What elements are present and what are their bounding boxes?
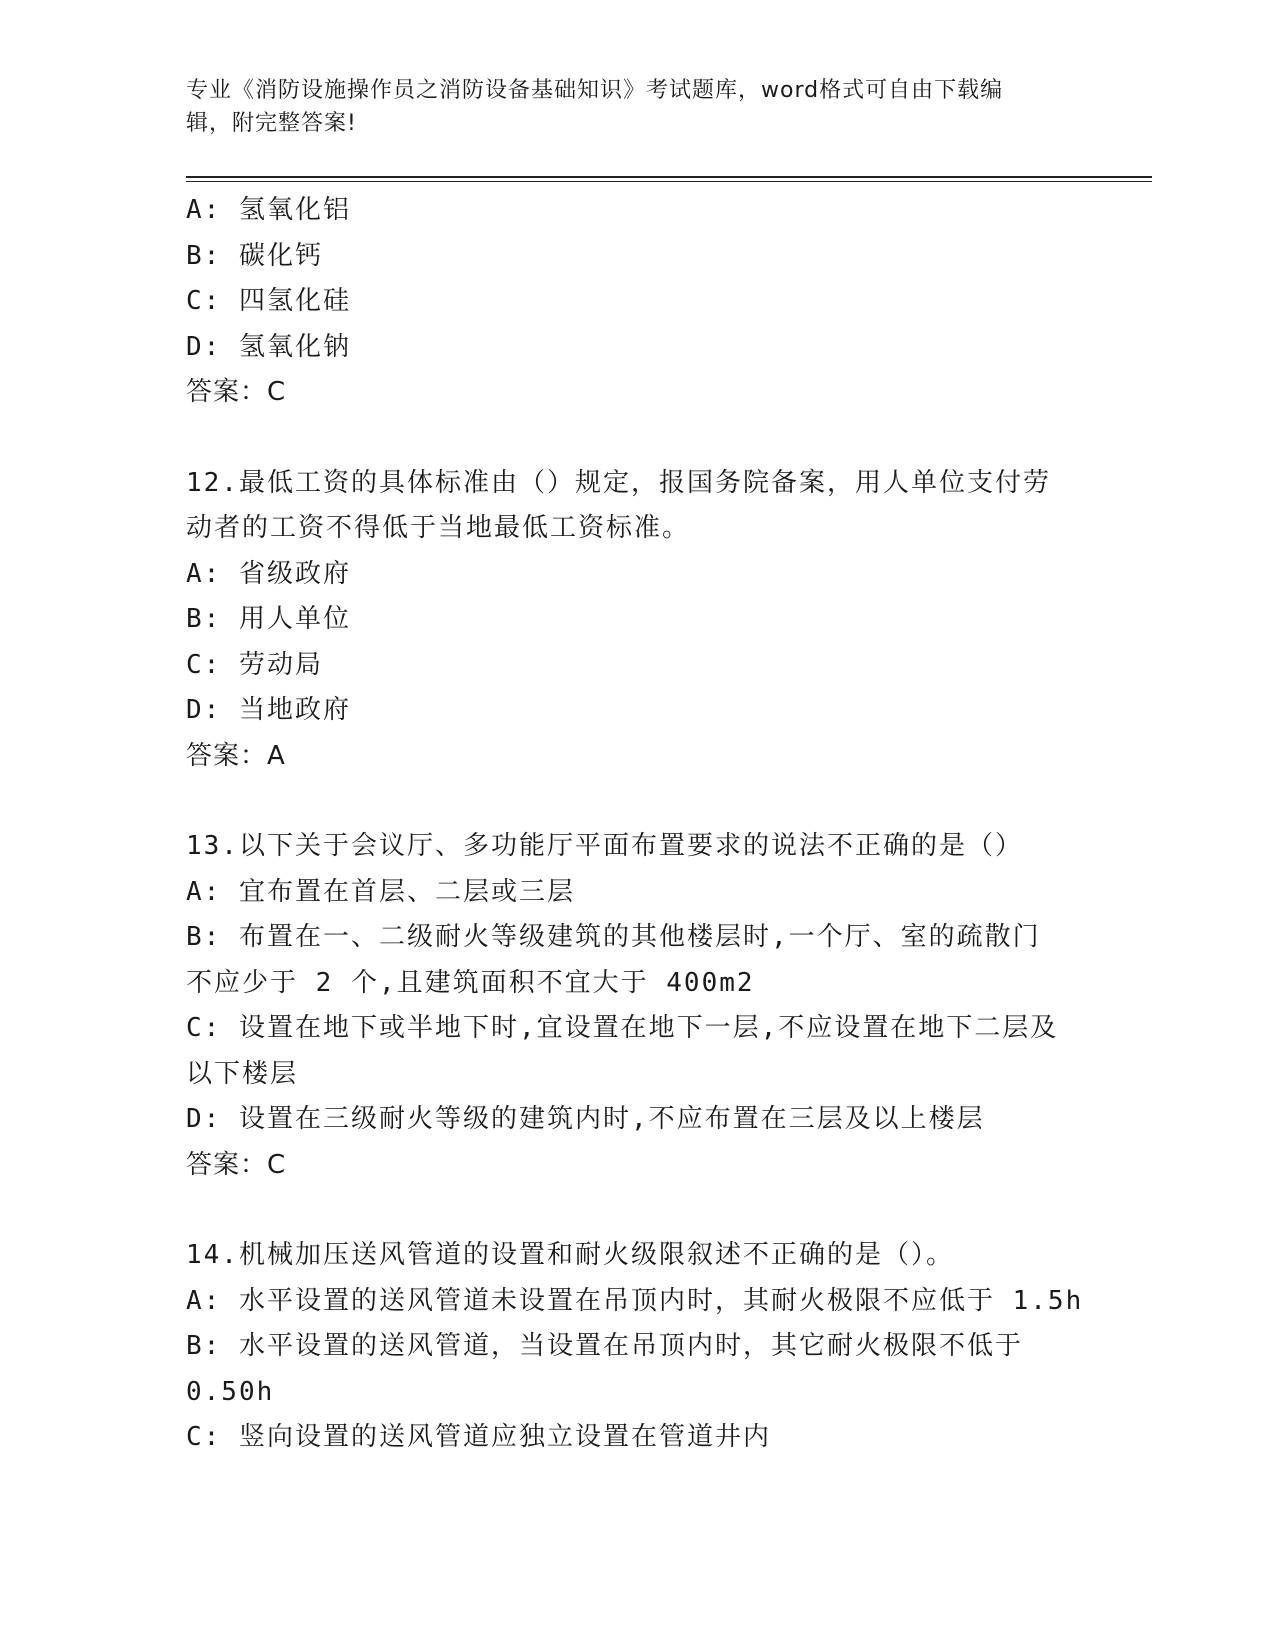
answer: 答案：C	[186, 1149, 287, 1180]
option-b-continued: 不应少于 2 个,且建筑面积不宜大于 400m2	[186, 967, 755, 998]
question-stem: 动者的工资不得低于当地最低工资标准。	[186, 513, 691, 543]
question-14	[186, 1233, 1086, 1461]
option-d: D: 氢氧化钠	[186, 331, 351, 362]
option-c: C: 劳动局	[186, 649, 323, 680]
header-rule-thin	[186, 181, 1152, 182]
option-b: B: 布置在一、二级耐火等级建筑的其他楼层时,一个厅、室的疏散门	[186, 922, 1041, 952]
question-12	[186, 461, 1086, 780]
option-c-continued: 以下楼层	[186, 1058, 299, 1089]
option-b: B: 碳化钙	[186, 240, 323, 271]
option-a: A: 水平设置的送风管道未设置在吊顶内时，其耐火极限不应低于 1.5h	[186, 1285, 1084, 1316]
question-content	[186, 188, 1086, 1461]
question-11	[186, 188, 1086, 416]
option-b: B: 用人单位	[186, 604, 351, 634]
document-header	[186, 74, 1066, 140]
header-line-1: 专业《消防设施操作员之消防设备基础知识》考试题库，word格式可自由下载编	[186, 78, 1004, 103]
option-c: C: 设置在地下或半地下时,宜设置在地下一层,不应设置在地下二层及	[186, 1013, 1059, 1043]
question-stem: 13.以下关于会议厅、多功能厅平面布置要求的说法不正确的是（）	[186, 831, 1023, 861]
question-stem: 14.机械加压送风管道的设置和耐火级限叙述不正确的是（）。	[186, 1240, 954, 1270]
option-b-continued: 0.50h	[186, 1376, 275, 1407]
header-line-2: 辑，附完整答案!	[186, 111, 357, 136]
option-d: D: 设置在三级耐火等级的建筑内时,不应布置在三层及以上楼层	[186, 1104, 985, 1134]
header-rule-thick	[186, 176, 1152, 178]
option-c: C: 四氢化硅	[186, 286, 351, 316]
answer: 答案：A	[186, 740, 286, 771]
question-stem: 12.最低工资的具体标准由（）规定，报国务院备案，用人单位支付劳	[186, 467, 1051, 498]
answer: 答案：C	[186, 377, 287, 407]
option-d: D: 当地政府	[186, 695, 351, 725]
option-b: B: 水平设置的送风管道，当设置在吊顶内时，其它耐火极限不低于	[186, 1331, 1023, 1361]
option-a: A: 宜布置在首层、二层或三层	[186, 876, 575, 907]
option-a: A: 省级政府	[186, 558, 351, 589]
option-a: A: 氢氧化铝	[186, 195, 351, 225]
option-c: C: 竖向设置的送风管道应独立设置在管道井内	[186, 1422, 771, 1452]
question-13	[186, 824, 1086, 1188]
